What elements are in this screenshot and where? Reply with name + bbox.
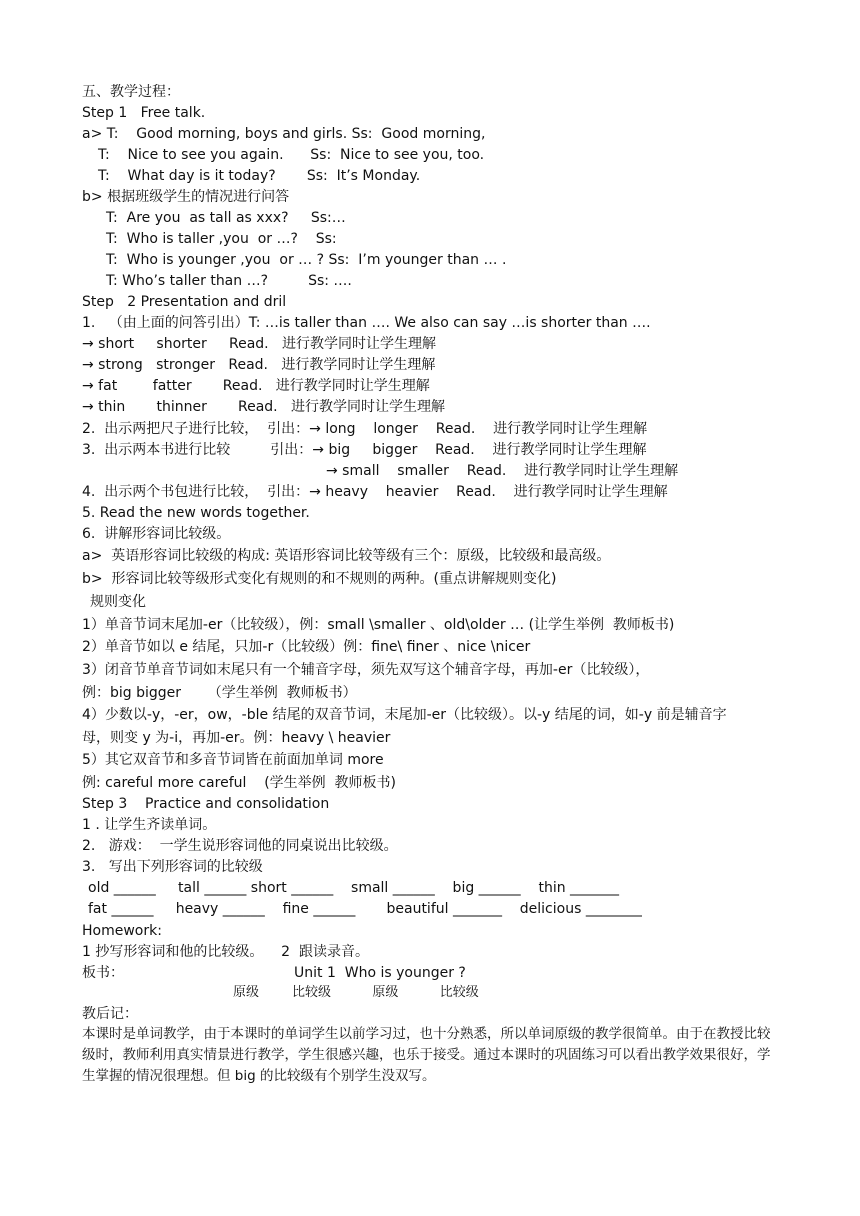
practice-line: 3. 写出下列形容词的比较级 — [82, 859, 263, 875]
dialogue-line: T: Nice to see you again. Ss: Nice to see you, too. — [98, 147, 485, 163]
dialogue-line: T: Who is younger ,you or … ? Ss: I’m younger than … . — [106, 252, 507, 268]
rule-line: 1）单音节词末尾加-er（比较级），例：small \smaller 、old\older … (让学生举例 教师板书) — [82, 617, 675, 633]
instruction-line: b> 根据班级学生的情况进行问答 — [82, 189, 290, 205]
rule-line: 母，则变 y 为-i，再加-er。例：heavy \ heavier — [82, 730, 391, 746]
dialogue-line: T: Who is taller ,you or …? Ss: — [106, 231, 337, 247]
step-3-title: Step 3 Practice and consolidation — [82, 796, 330, 812]
dialogue-line: T: Are you as tall as xxx? Ss:… — [106, 210, 346, 226]
exercise-row: fat ______ heavy ______ fine ______ beautiful _______ delicious ________ — [88, 901, 642, 917]
practice-line: 2. 游戏： 一学生说形容词他的同桌说出比较级。 — [82, 838, 398, 854]
word-row: → thin thinner Read. 进行教学同时让学生理解 — [82, 399, 445, 415]
presentation-line: 5. Read the new words together. — [82, 505, 310, 521]
presentation-line: 3. 出示两本书进行比较 引出：→ big bigger Read. 进行教学同时让学生理解 — [82, 442, 647, 458]
step-2-title: Step 2 Presentation and dril — [82, 294, 287, 310]
rule-line: 例：big bigger （学生举例 教师板书） — [82, 685, 357, 701]
dialogue-line: T: Who’s taller than …? Ss: …. — [106, 273, 352, 289]
rule-line: 3）闭音节单音节词如末尾只有一个辅音字母，须先双写这个辅音字母，再加-er（比较级）， — [82, 662, 650, 678]
homework-title: Homework: — [82, 923, 162, 939]
rule-line: 例: careful more careful (学生举例 教师板书) — [82, 775, 397, 791]
practice-line: 1 . 让学生齐读单词。 — [82, 817, 217, 833]
rule-line: 4）少数以-y，-er，ow，-ble 结尾的双音节词，末尾加-er（比较级）。以-y 结尾的词，如-y 前是辅音字 — [82, 707, 727, 723]
board-title: Unit 1 Who is younger ? — [294, 965, 466, 981]
grammar-line: b> 形容词比较等级形式变化有规则的和不规则的两种。(重点讲解规则变化) — [82, 571, 557, 587]
presentation-line: 1. （由上面的问答引出）T: …is taller than …. We also can say …is shorter than …. — [82, 315, 651, 331]
presentation-line: 2. 出示两把尺子进行比较， 引出：→ long longer Read. 进行教学同时让学生理解 — [82, 421, 648, 437]
reflection-paragraph: 本课时是单词教学，由于本课时的单词学生以前学习过，也十分熟悉，所以单词原级的教学很简单。由于在教授比较级时，教师利用真实情景进行教学，学生很感兴趣，也乐于接受。通过本课时的巩固练习可以看出教学效果很好，学生掌握的情况很理想。但 big 的比较级有个别学生没双写。 — [82, 1026, 771, 1084]
presentation-line: 4. 出示两个书包进行比较， 引出：→ heavy heavier Read. 进行教学同时让学生理解 — [82, 484, 668, 500]
grammar-line: a> 英语形容词比较级的构成: 英语形容词比较等级有三个：原级，比较级和最高级。 — [82, 548, 611, 564]
homework-line: 1 抄写形容词和他的比较级。 2 跟读录音。 — [82, 944, 369, 960]
presentation-line: 6. 讲解形容词比较级。 — [82, 526, 231, 542]
reflection-heading: 教后记： — [82, 1006, 138, 1022]
step-1-title: Step 1 Free talk. — [82, 105, 206, 121]
word-row: → strong stronger Read. 进行教学同时让学生理解 — [82, 357, 436, 373]
rule-heading: 规则变化 — [90, 594, 146, 610]
board-columns: 原级 比较级 原级 比较级 — [233, 985, 479, 1000]
board-label: 板书： — [82, 965, 124, 981]
exercise-row: old ______ tall ______ short ______ small ______ big ______ thin _______ — [88, 880, 620, 896]
word-row: → small smaller Read. 进行教学同时让学生理解 — [326, 463, 679, 479]
rule-line: 5）其它双音节和多音节词皆在前面加单词 more — [82, 752, 384, 768]
section-heading: 五、教学过程： — [82, 84, 180, 100]
rule-line: 2）单音节如以 e 结尾，只加-r（比较级）例：fine\ finer 、nice \nicer — [82, 639, 531, 655]
dialogue-line: T: What day is it today? Ss: It’s Monday. — [98, 168, 421, 184]
word-row: → short shorter Read. 进行教学同时让学生理解 — [82, 336, 436, 352]
word-row: → fat fatter Read. 进行教学同时让学生理解 — [82, 378, 430, 394]
dialogue-line: a> T: Good morning, boys and girls. Ss: Good morning, — [82, 126, 486, 142]
